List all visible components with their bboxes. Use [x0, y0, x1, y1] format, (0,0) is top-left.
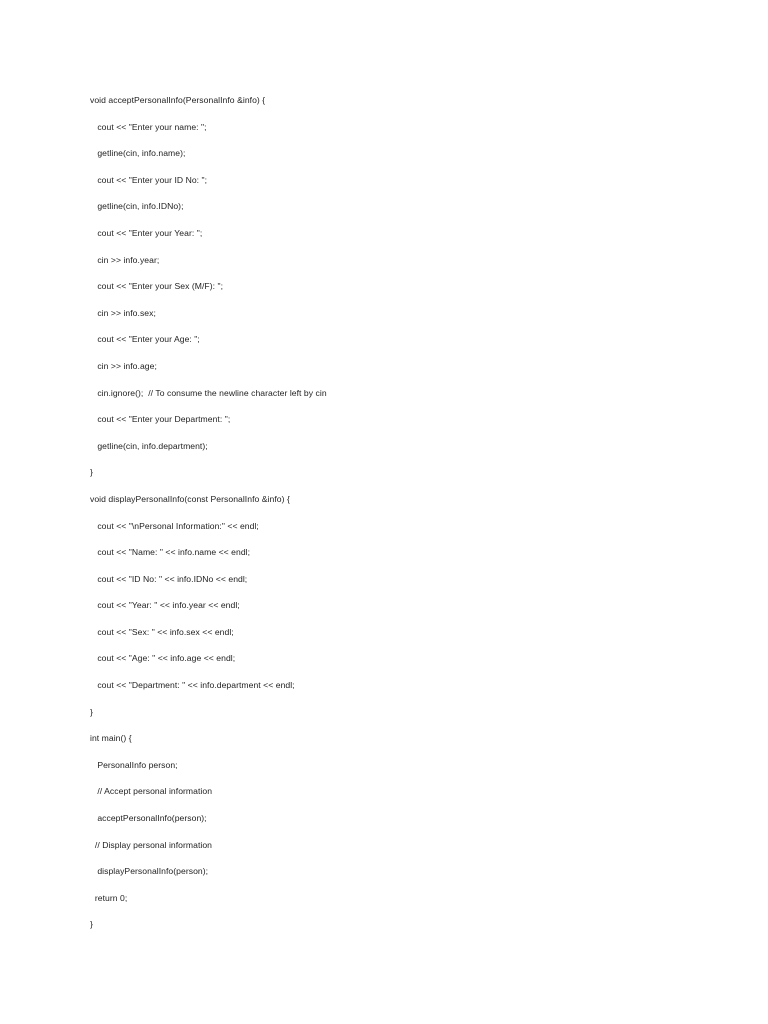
code-line: cin.ignore(); // To consume the newline character left by cin: [90, 387, 327, 398]
code-line: }: [90, 706, 93, 717]
code-line: cout << "Department: " << info.department << endl;: [90, 680, 295, 691]
code-line: }: [90, 919, 93, 930]
code-line: }: [90, 467, 93, 478]
code-line: displayPersonalInfo(person);: [90, 866, 209, 877]
code-line: cout << "Age: " << info.age << endl;: [90, 653, 236, 664]
code-line: getline(cin, info.department);: [90, 440, 208, 451]
code-line: int main() {: [90, 733, 132, 744]
code-line: getline(cin, info.IDNo);: [90, 201, 184, 212]
code-line: cout << "Enter your Age: ";: [90, 334, 200, 345]
code-line: cin >> info.sex;: [90, 307, 156, 318]
code-line: cout << "Sex: " << info.sex << endl;: [90, 626, 234, 637]
code-line: cout << "ID No: " << info.IDNo << endl;: [90, 573, 248, 584]
code-line: cout << "Enter your ID No: ";: [90, 174, 208, 185]
code-line: cout << "Enter your Year: ";: [90, 227, 203, 238]
code-line: cout << "Name: " << info.name << endl;: [90, 547, 251, 558]
code-line: cout << "Enter your Sex (M/F): ";: [90, 281, 224, 292]
code-line: void displayPersonalInfo(const PersonalInfo &info) {: [90, 493, 290, 504]
code-line: cout << "\nPersonal Information:" << endl;: [90, 520, 259, 531]
code-line: // Display personal information: [90, 839, 213, 850]
code-line: cin >> info.year;: [90, 254, 160, 265]
code-line: getline(cin, info.name);: [90, 148, 186, 159]
code-block: [90, 93, 730, 944]
code-line: // Accept personal information: [90, 786, 213, 797]
code-line: cout << "Year: " << info.year << endl;: [90, 600, 240, 611]
code-line: PersonalInfo person;: [90, 759, 178, 770]
code-line: void acceptPersonalInfo(PersonalInfo &info) {: [90, 95, 266, 105]
code-line: cout << "Enter your name: ";: [90, 121, 207, 132]
code-line: cout << "Enter your Department: ";: [90, 414, 231, 425]
code-line: return 0;: [90, 892, 128, 903]
code-line: acceptPersonalInfo(person);: [90, 813, 207, 824]
code-line: cin >> info.age;: [90, 360, 157, 371]
